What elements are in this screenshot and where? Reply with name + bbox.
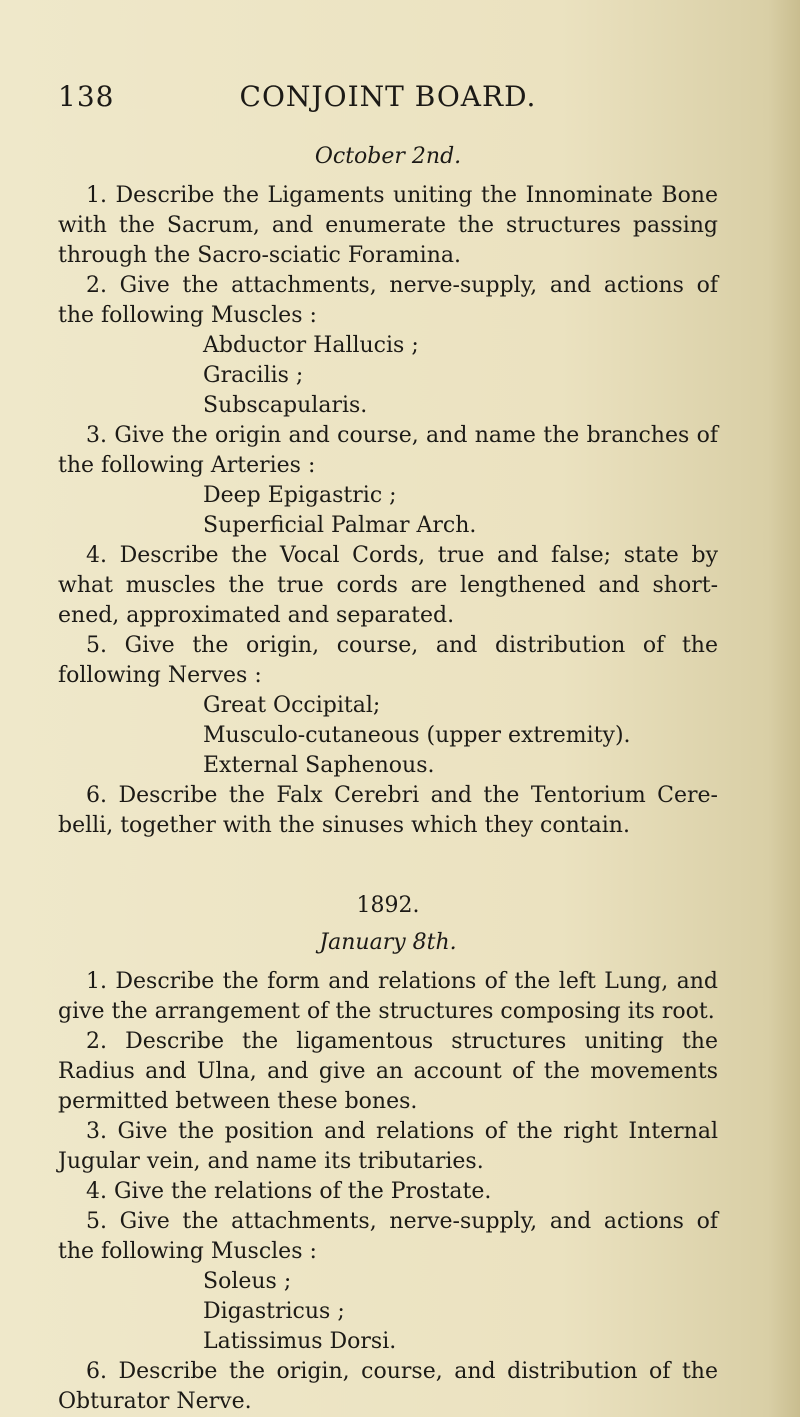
- exam-section-1892: [58, 893, 718, 1417]
- question-list: [58, 181, 718, 841]
- exam-section-october: [58, 144, 718, 841]
- question-list: [58, 967, 718, 1417]
- running-head: [58, 80, 718, 120]
- running-title: CONJOINT BOARD.: [239, 80, 537, 113]
- question-subitem: Superficial Palmar Arch.: [203, 513, 477, 538]
- question: 1. Describe the form and relations of the left Lung, and give the arrangement of the structures composing its root.: [58, 969, 718, 1024]
- question: 4. Give the relations of the Prostate.: [86, 1179, 492, 1204]
- question: 2. Describe the ligamentous structures uniting the Radius and Ulna, and give an account of the movements permitted between these bones.: [58, 1029, 718, 1114]
- exam-date: October 2nd.: [314, 144, 462, 169]
- question-subitem: Musculo-cutaneous (upper extremity).: [203, 723, 631, 748]
- exam-year: 1892.: [356, 893, 420, 918]
- question-subitem: Digastricus ;: [203, 1299, 345, 1324]
- question-subitem: Great Occipital;: [203, 693, 381, 718]
- question: 5. Give the origin, course, and distribution of the following Nerves :: [58, 633, 718, 688]
- question-subitem: External Saphenous.: [203, 753, 435, 778]
- book-page: [58, 80, 718, 1417]
- question: 5. Give the attachments, nerve-supply, and actions of the following Muscles :: [58, 1209, 718, 1264]
- question-subitem: Soleus ;: [203, 1269, 292, 1294]
- question: 6. Describe the origin, course, and distribution of the Obturator Nerve.: [58, 1359, 718, 1414]
- question-subitem: Gracilis ;: [203, 363, 304, 388]
- question-subitem: Latissimus Dorsi.: [203, 1329, 397, 1354]
- question-subitem: Abductor Hallucis ;: [203, 333, 419, 358]
- question: 3. Give the origin and course, and name the branches of the following Arteries :: [58, 423, 718, 478]
- question: 4. Describe the Vocal Cords, true and false; state by what muscles the true cords are lengthened and short- ened, approximated and separated.: [58, 543, 718, 628]
- page-number: 138: [58, 80, 115, 113]
- question-subitem: Deep Epigastric ;: [203, 483, 397, 508]
- exam-date: January 8th.: [319, 930, 457, 955]
- question: 1. Describe the Ligaments uniting the Innominate Bone with the Sacrum, and enumerate the structures passing through the Sacro-sciatic Foramina.: [58, 183, 718, 268]
- question: 3. Give the position and relations of the right Internal Jugular vein, and name its tributaries.: [58, 1119, 718, 1174]
- question-subitem: Subscapularis.: [203, 393, 368, 418]
- question: 6. Describe the Falx Cerebri and the Tentorium Cere- belli, together with the sinuses which they contain.: [58, 783, 718, 838]
- question: 2. Give the attachments, nerve-supply, and actions of the following Muscles :: [58, 273, 718, 328]
